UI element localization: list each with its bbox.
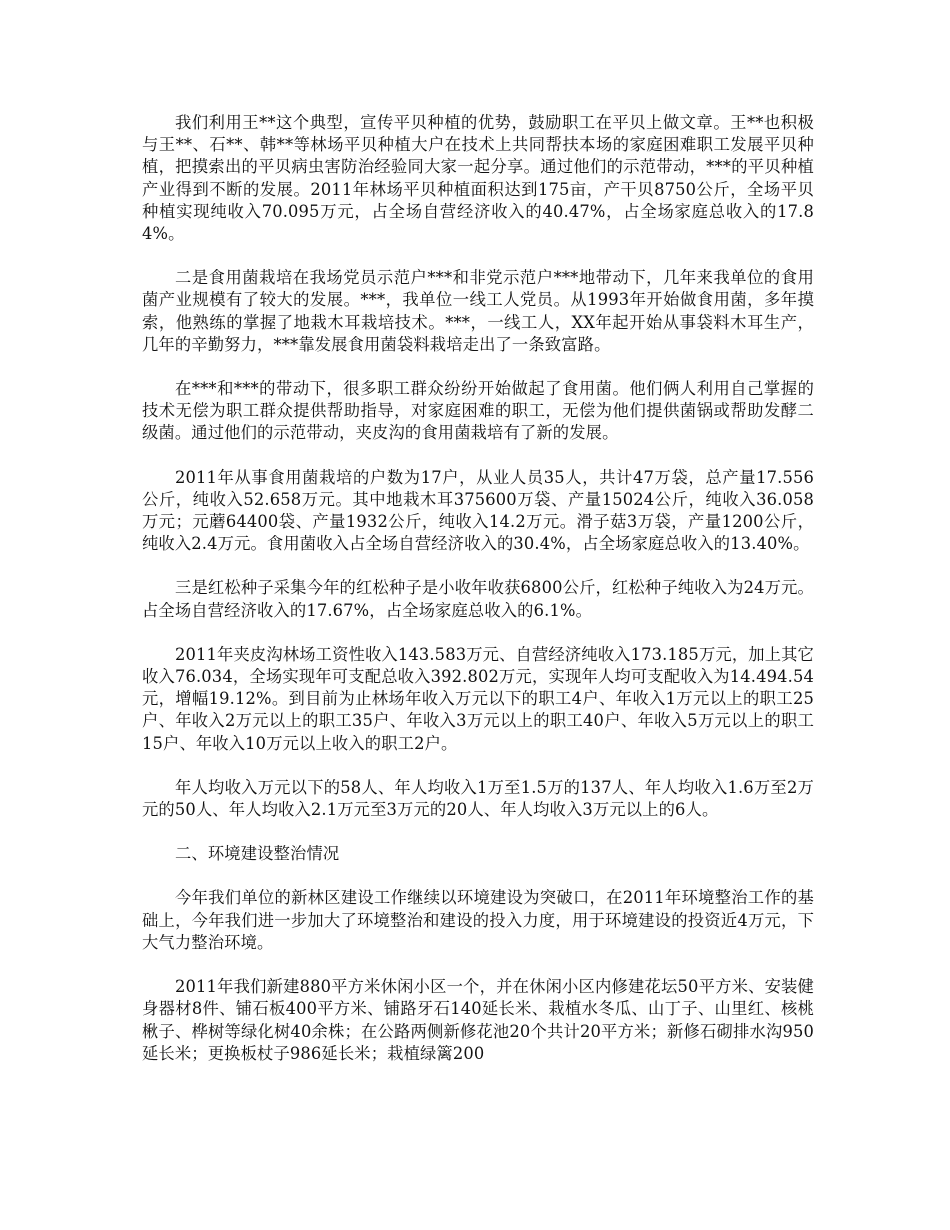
paragraph-mushroom-stats: 2011年从事食用菌栽培的户数为17户，从业人员35人，共计47万袋，总产量17.556公斤，纯收入52.658万元。其中地栽木耳375600万袋、产量15024公斤，纯收入36.058万元；元蘑64400袋、产量1932公斤，纯收入14.2万元。滑子菇3万袋，产量1200公斤，纯收入2.4万元。食用菌收入占全场自营经济收入的30.4%，占全场家庭总收入的13.40%。 [142,467,814,554]
document-body [142,112,814,1087]
paragraph-per-capita: 年人均收入万元以下的58人、年人均收入1万至1.5万的137人、年人均收入1.6万至2万元的50人、年人均收入2.1万元至3万元的20人、年人均收入3万元以上的6人。 [142,777,814,820]
section-heading: 二、环境建设整治情况 [175,844,340,864]
paragraph-environment-projects: 2011年我们新建880平方米休闲小区一个，并在休闲小区内修建花坛50平方米、安装健身器材8件、铺石板400平方米、铺路牙石140延长米、栽植水冬瓜、山丁子、山里红、核桃楸子、桦树等绿化树40余株；在公路两侧新修花池20个共计20平方米；新修石砌排水沟950延长米；更换板杖子986延长米；栽植绿篱200 [142,977,814,1063]
paragraph-mushroom-demo: 二是食用菌栽培在我场党员示范户***和非党示范户***地带动下，几年来我单位的食用菌产业规模有了较大的发展。***，我单位一线工人党员。从1993年开始做食用菌，多年摸索，他熟练的掌握了地栽木耳栽培技术。***，一线工人，XX年起开始从事袋料木耳生产，几年的辛勤努力，***靠发展食用菌袋料栽培走出了一条致富路。 [142,268,814,354]
paragraph-mushroom-spread: 在***和***的带动下，很多职工群众纷纷开始做起了食用菌。他们俩人利用自己掌握的技术无偿为职工群众提供帮助指导，对家庭困难的职工，无偿为他们提供菌锅或帮助发酵二级菌。通过他们的示范带动，夹皮沟的食用菌栽培有了新的发展。 [142,379,814,443]
paragraph-environment-intro: 今年我们单位的新林区建设工作继续以环境建设为突破口，在2011年环境整治工作的基础上，今年我们进一步加大了环境整治和建设的投入力度，用于环境建设的投资近4万元，下大气力整治环境。 [142,888,814,952]
paragraph-income-summary: 2011年夹皮沟林场工资性收入143.583万元、自营经济纯收入173.185万元，加上其它收入76.034，全场实现年可支配总收入392.802万元，实现年人均可支配收入为14.494.54元，增幅19.12%。到目前为止林场年收入万元以下的职工4户、年收入1万元以上的职工25户、年收入2万元以上的职工35户、年收入3万元以上的职工40户、年收入5万元以上的职工15户、年收入10万元以上收入的职工2户。 [142,644,814,753]
paragraph-pingbei: 我们利用王**这个典型，宣传平贝种植的优势，鼓励职工在平贝上做文章。王**也积极与王**、石**、韩**等林场平贝种植大户在技术上共同帮扶本场的家庭困难职工发展平贝种植，把摸索出的平贝病虫害防治经验同大家一起分享。通过他们的示范带动，***的平贝种植产业得到不断的发展。2011年林场平贝种植面积达到175亩，产干贝8750公斤，全场平贝种植实现纯收入70.095万元，占全场自营经济收入的40.47%，占全场家庭总收入的17.84%。 [142,113,814,244]
paragraph-pine-seeds: 三是红松种子采集今年的红松种子是小收年收获6800公斤，红松种子纯收入为24万元。占全场自营经济收入的17.67%，占全场家庭总收入的6.1%。 [142,578,814,620]
